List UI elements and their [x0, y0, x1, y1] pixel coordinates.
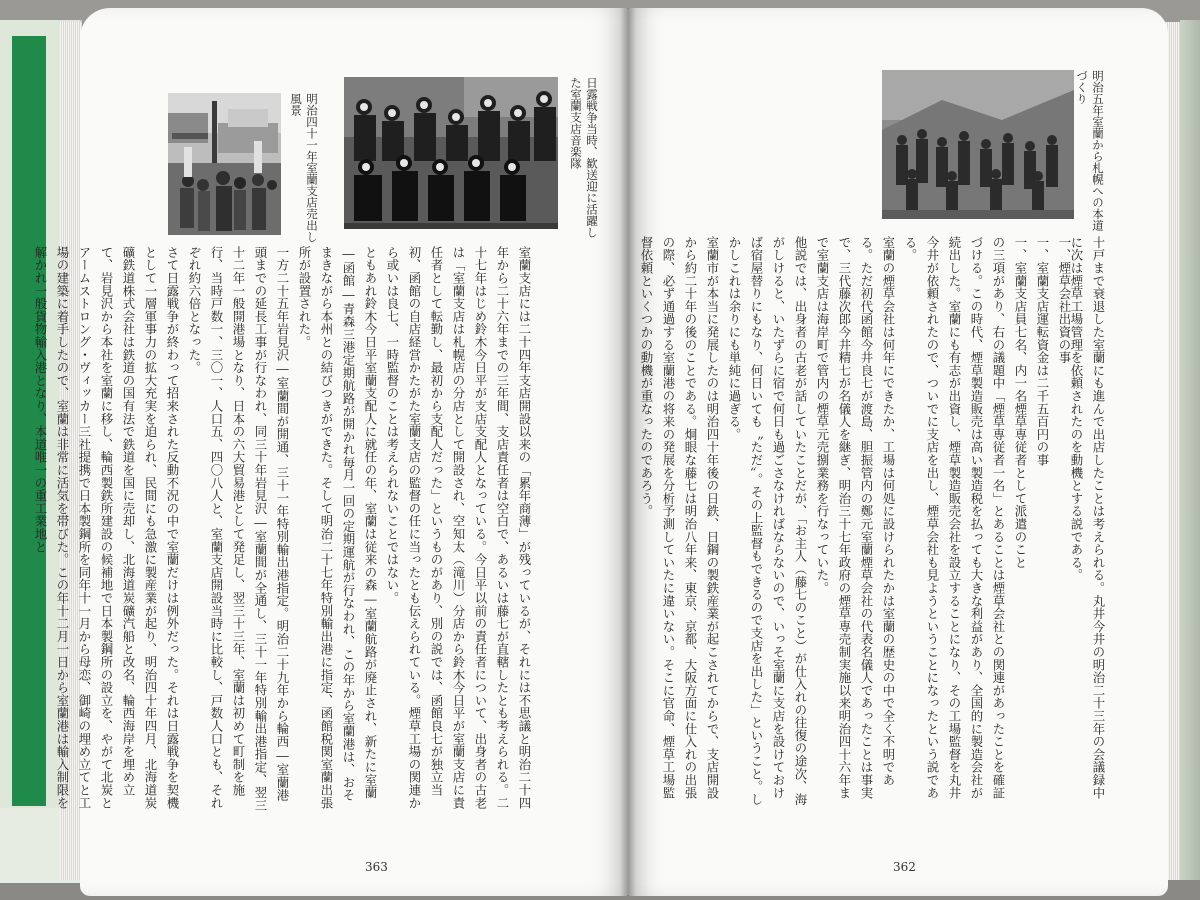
right-paragraph-4: 室蘭市が本当に発展したのは明治四十年後の日鉄、日鋼の製鉄産業が起こされてからで、支店開設から約二十年の後のことである。炯眼な藤七は明治八年来、東京、京都、大阪方面に仕入れの出張の際、必ず通過する室蘭港の将来の発展を分析予測していたに違いない。そこに官命、煙草工場監督依頼といくつかの動機が重なったのであろう。 [639, 236, 720, 800]
right-item-2: 一、室蘭支店運転資金は二千五百円の事 [1035, 236, 1050, 467]
right-paragraph-3: 他説では、出身者の古老が話していたことだが、「お主人（藤七のこと）が仕入れの往復の途次、海がしけると、いたずらに宿で何日も過ごさなければならないので、いっそ室蘭に支店を設けておけば宿屋替りにもなり、何日いても〝ただ〟。その上監督もできるので支店を出した」ということ。しかしこれは余りにも単純に過ぎる。 [727, 236, 808, 806]
right-paragraph-intro: 十戸まで衰退した室蘭にも進んで出店したことは考えられる。丸井今井の明治二十三年の会議録中に次は煙草工場管理を依頼されたのを動機とする説である。 [1069, 236, 1106, 800]
page-number-left: 363 [365, 860, 388, 874]
left-page-body-text [33, 246, 535, 812]
right-paragraph-2: 室蘭の煙草会社は何年にできたか、工場は何処に設けられたかは室蘭の歴史の中で全く不明である。ただ初代函館今井良七が渡島、胆振管内の鄭元室蘭煙草会社の代表名儀人であったことは事実で、三代藤次郎今井精七が名儀人を継ぎ、明治三十七年政府の煙草専売制実施以来明治四十六年まで室蘭支店は海岸町で管内の煙草元売捌業務を行なっていた。 [815, 236, 896, 800]
page-number-right: 362 [893, 860, 916, 874]
left-paragraph-1: 室蘭支店には二十四年支店開設以来の「累年商薄」が残っているが、それには不思議と明治二十四年から二十六年までの三年間、支店責任者は空白で、あるいは藤七が直轄したとも考えられる。二十七年はじめ鈴木今日平が支店支配人となっている。今日平以前の責任者について、出身者の古老は「室蘭支店は札幌店の分店として開設され、空知太（滝川）分店から鈴木今日平が室蘭支店に責任者として転勤し、最初から支配人だった」というものがあり、別の説では、函館良七が独立当初、函館の自店経営かたがた室蘭支店の監督の任に当ったとも伝えられている。煙草工場の関連から或いは良七、一時監督のことは考えられないことではない。 [385, 246, 532, 810]
right-page-body-text-upper [1069, 236, 1109, 806]
right-item-3: 一、室蘭支店員七名、内一名煙草専従者として派遣のこと [1013, 236, 1028, 569]
photo-store-sale-scene [168, 93, 281, 235]
left-paragraph-3: 一方二十五年岩見沢―室蘭間が開通、三十一年特別輸出港指定。明治二十九年から輪西―室蘭港頭までの延長工事が行なわれ、同三十年岩見沢―室蘭間が全通し、三十一年特別輸出港指定、翌三十二年一般開港場となり、日本の六大貿易港として発足し、翌三十三年、室蘭は初めて町制を施行、当時戸数一、三〇一、人口五、四〇八人と、室蘭支店開設当時に比較し、戸数人口とも、それぞれ約六倍となった。 [187, 246, 290, 812]
photo-road-construction [882, 70, 1074, 219]
photo-store-sale-caption: 明治四十一年室蘭支店売出し風景 [289, 93, 319, 243]
book-gutter [620, 8, 636, 896]
photo-road-construction-caption: 明治五年室蘭から札幌への本道づくり [1075, 70, 1105, 231]
photo-music-band-caption: 日露戦争当時、歓送迎に活躍した室蘭支店音楽隊 [569, 77, 599, 238]
right-paragraph-1: の三項があり、右の議題中「煙草専従者一名」とあることは煙草会社との関連があったことを確証づける。この時代、煙草製造販売は高い製造税を払っても大きな利益があり、全国的に製造会社が続出した。室蘭にも有志が出資し、煙草製造販売会社を設立することになり、その工場監督を丸井今井が依頼されたので、ついでに支店を出し、煙草会社も見ようということになったという説である。 [903, 236, 1006, 800]
left-paragraph-4: さて日露戦争が終わって招来された反動不況の中で室蘭だけは例外だった。それは日露戦争を契機として一層軍事力の拡大充実を迫られ、民間にも急激に製産業が起り、明治四十年四月、北海道炭礦鉄道株式会社は鉄道の国有法で鉄道を国に売却し、北海道炭礦汽船と改名、輪西海岸を埋め立て、岩見沢から本社を室蘭に移し、輪西製鉄所建設の候補地で日本製鋼所の設立を、やがて北炭とアームストロング・ヴィッカー三社提携で日本製鋼所を同年十一月から母恋、御崎の埋め立てと工場の建築に着手したので、室蘭は非常に活気を帯びた。この年十二月一日から室蘭港は輸入制限を解かれ一般貨物輸入港となり、本道唯一の重工業地と [33, 246, 180, 810]
right-item-1: 一、煙草会社出資の事 [1057, 236, 1072, 364]
left-paragraph-2: ともあれ鈴木今日平室蘭支配人に就任の年、室蘭は従来の森―室蘭航路が廃止され、新たに室蘭―函館―青森三港定期航路が開かれ毎月一回の定期運航が行なわれ、この年から室蘭港は、おそまきながら本州との結びつきができた。そして明治二十七年特別輸出港に指定、函館税関室蘭出張所が設置された。 [297, 246, 378, 810]
photo-music-band [344, 77, 558, 229]
book-cover-right-edge [1180, 20, 1200, 880]
right-page-body-text [639, 236, 1075, 810]
